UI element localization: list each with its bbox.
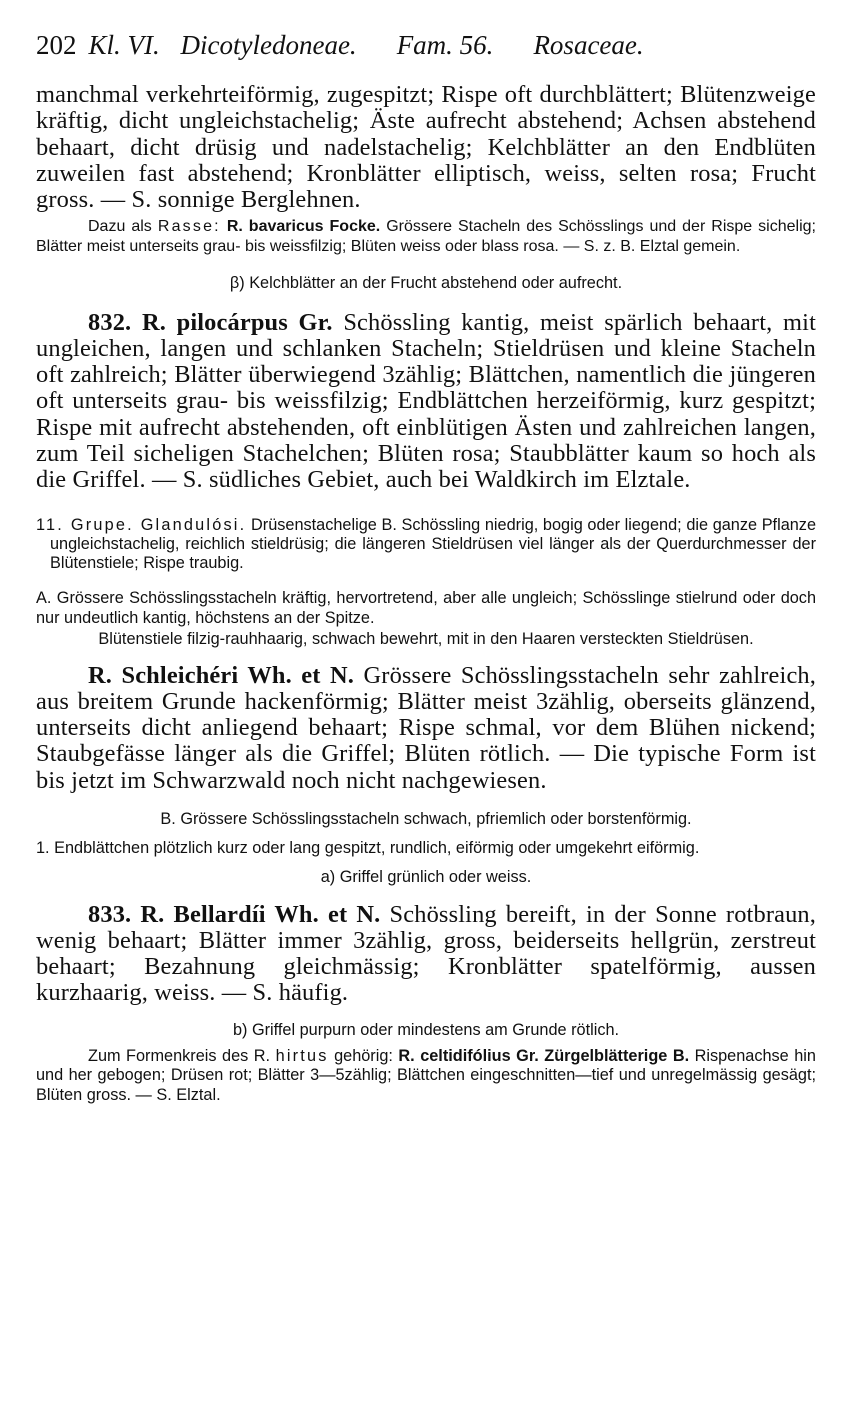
- key-a-sub: Blütenstiele filzig-rauhhaarig, schwach bewehrt, mit in den Haaren versteckten Stieldrüsen.: [98, 630, 754, 649]
- schleicheri-label: R. Schleichéri Wh. et N.: [88, 661, 355, 689]
- group-11-text: Drüsenstachelige B. Schössling niedrig, bogig oder liegend; die ganze Pflanze ungleichstachelig, reichlich stieldrüsig; die längeren Stieldrüsen viel länger als der Querdurchmesser der Blütenstiele; Rispe traubig.: [50, 515, 817, 573]
- key-1: 1. Endblättchen plötzlich kurz oder lang gespitzt, rundlich, eiförmig oder umgekehrt eiförmig.: [36, 838, 700, 857]
- group-11: [36, 516, 816, 574]
- key-b-lower: b) Griffel purpurn oder mindestens am Grunde rötlich.: [232, 1020, 620, 1039]
- continued-description: manchmal verkehrteiförmig, zugespitzt; Rispe oft durchblättert; Blütenzweige kräftig, dicht ungleichstachelig; Äste aufrecht abstehend; Achsen abstehend behaart, dicht drüsig und nadelstachelig; Kelchblätter an den Endblüten zuweilen fast abstehend; Kronblätter elliptisch, weiss, selten rosa; Frucht gross. — S. sonnige Berglehnen.: [36, 81, 816, 214]
- species-832: [36, 310, 816, 494]
- group-11-label: 11. Grupe. Glandulósi.: [36, 515, 247, 534]
- rasse-text: Grössere Stacheln des Schösslings und der Rispe sichelig; Blätter meist unterseits grau- bis weissfilzig; Blüten weiss oder blass rosa. — S. z. B. Elztal gemein.: [36, 218, 816, 255]
- hirtus-mid: gehörig:: [334, 1047, 393, 1066]
- species-833-text: Schössling bereift, in der Sonne rotbraun, wenig behaart; Blätter immer 3zählig, gross, beiderseits hellgrün, zerstreut behaart; Bezahnung gleichmässig; Kronblätter spatelförmig, aussen kurzhaarig, weiss. — S. häufig.: [36, 900, 817, 1007]
- key-a: A. Grössere Schösslingsstacheln kräftig, hervortretend, aber alle ungleich; Schösslinge stielrund oder doch nur undeutlich kantig, höchstens an der Spitze.: [36, 589, 816, 627]
- hirtus-text: Rispenachse hin und her gebogen; Drüsen rot; Blätter 3—5zählig; Blättchen eingeschnitten—tief und unregelmässig gesägt; Blüten gross. — S. Elztal.: [36, 1047, 816, 1104]
- hirtus-note: [36, 1047, 816, 1105]
- species-schleicheri: [36, 663, 816, 794]
- rasse-lead: Dazu als: [88, 218, 152, 236]
- rasse-note: [36, 217, 816, 256]
- species-833: [36, 902, 816, 1007]
- rasse-word: Rasse:: [157, 218, 221, 236]
- header-class: Kl. VI.: [88, 30, 160, 60]
- header-division: Dicotyledoneae.: [180, 30, 357, 60]
- header-family-number: Fam. 56.: [396, 30, 494, 60]
- schleicheri-text: Grössere Schösslingsstacheln sehr zahlreich, aus breitem Grunde hackenförmig; Blätter meist 3zählig, oberseits glänzend, unterseits dicht anliegend behaart; Rispe schmal, vor dem Blühen nickend; Staubgefässe länger als die Griffel; Blüten rötlich. — Die typische Form ist bis jetzt im Schwarzwald noch nicht nachgewiesen.: [36, 661, 817, 794]
- hirtus-taxon: R. celtidifólius Gr. Zürgelblätterige B.: [398, 1047, 690, 1066]
- species-833-label: 833. R. Bellardíi Wh. et N.: [88, 900, 381, 928]
- book-page: [36, 28, 816, 1105]
- hirtus-word: hirtus: [275, 1047, 329, 1066]
- species-832-label: 832. R. pilocárpus Gr.: [88, 308, 333, 336]
- rasse-taxon: R. bavaricus Focke.: [226, 218, 381, 236]
- key-beta: β) Kelchblätter an der Frucht abstehend oder aufrecht.: [229, 274, 623, 293]
- key-a-lower: a) Griffel grünlich oder weiss.: [320, 868, 532, 887]
- running-header: [36, 28, 816, 62]
- page-number: 202: [36, 30, 77, 60]
- key-b: B. Grössere Schösslingsstacheln schwach, pfriemlich oder borstenförmig.: [160, 810, 692, 829]
- hirtus-lead: Zum Formenkreis des R.: [88, 1047, 271, 1066]
- header-family: Rosaceae.: [533, 30, 644, 60]
- species-832-text: Schössling kantig, meist spärlich behaart, mit ungleichen, langen und schlanken Stacheln; Stieldrüsen und kleine Stacheln oft zahlreich; Blätter überwiegend 3zählig; Blättchen, namentlich die jüngeren oft unterseits grau- bis weissfilzig; Endblättchen herzeiförmig, kurz gespitzt; Rispe mit aufrecht abstehenden, oft einblütigen Ästen und zahlreichen langen, zum Teil sicheligen Stachelchen; Blüten rosa; Staubblätter kaum so hoch als die Griffel. — S. südliches Gebiet, auch bei Waldkirch im Elztale.: [36, 308, 817, 494]
